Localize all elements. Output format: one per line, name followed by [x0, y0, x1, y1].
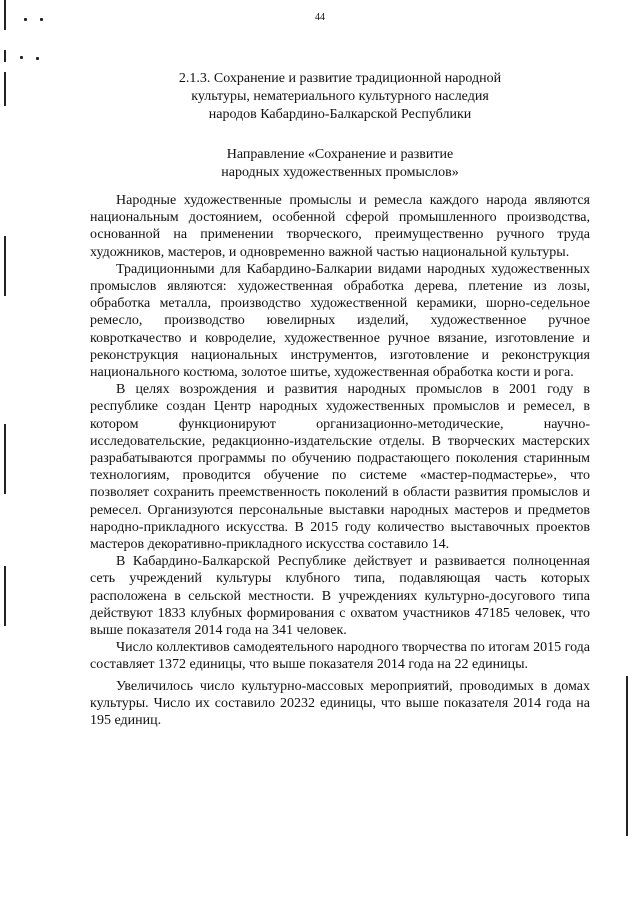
direction-heading-line: народных художественных промыслов» — [221, 165, 459, 180]
scan-margin-mark — [4, 72, 6, 106]
paragraph: Число коллективов самодеятельного народного творчества по итогам 2015 года составляет 1372 единицы, что выше показателя 2014 года на 22 единицы. — [90, 640, 590, 673]
paragraph: В Кабардино-Балкарской Республике действует и развивается полноценная сеть учреждений культуры клубного типа, подавляющая часть которых расположена в сельской местности. В учреждениях культурно-досугового типа действуют 1833 клубных формирования с охватом участников 47185 человек, что выше показателя 2014 года на 341 человек. — [90, 554, 590, 639]
section-heading-line: народов Кабардино-Балкарской Республики — [208, 107, 472, 122]
scan-margin-mark — [4, 566, 6, 626]
section-heading — [60, 70, 620, 124]
body-text — [90, 192, 590, 729]
scan-margin-mark — [4, 236, 6, 296]
scan-margin-dot — [36, 57, 39, 60]
paragraph: Народные художественные промыслы и ремесла каждого народа являются национальным достоянием, особенной сферой промышленного производства, основанной на применении творческого, преимущественно ручного труда художников, мастеров, и одновременно важной частью национальной культуры. — [90, 193, 590, 260]
scan-margin-mark — [4, 424, 6, 494]
paragraph: В целях возрождения и развития народных промыслов в 2001 году в республике создан Центр народных художественных промыслов и ремесел, в котором функционируют организационно-методические, научно-исследовательские, редакционно-издательские отделы. В творческих мастерских разрабатываются программы по обучению подрастающего поколения старинным технологиям, проводится обучение по системе «мастер-подмастерье», что позволяет сохранить преемственность поколений в области развития промыслов и ремесел. Организуются персональные выставки народных мастеров и предметов народно-прикладного искусства. В 2015 году количество выставочных проектов мастеров декоративно-прикладного искусства составило 14. — [90, 382, 590, 553]
scan-margin-mark — [4, 50, 6, 62]
page-number: 44 — [315, 12, 325, 23]
paragraph: Традиционными для Кабардино-Балкарии видами народных художественных промыслов являются: художественная обработка дерева, плетение из лозы, обработка металла, производство художественной керамики, шорно-седельное ремесло, производство ювелирных изделий, художественное ручное ковроткачество и ковроделие, художественное ручное вязание, изготовление и реконструкция национальных инструментов, изготовление и реконструкция национального костюма, золотое шитье, художественная обработка кости и рога. — [90, 261, 590, 381]
direction-heading-line: Направление «Сохранение и развитие — [226, 147, 454, 162]
section-heading-line: культуры, нематериального культурного наследия — [191, 89, 489, 104]
paragraph: Увеличилось число культурно-массовых мероприятий, проводимых в домах культуры. Число их составило 20232 единицы, что выше показателя 2014 года на 195 единиц. — [90, 678, 590, 729]
scan-margin-dot — [20, 56, 23, 59]
section-heading-line: 2.1.3. Сохранение и развитие традиционной народной — [178, 71, 502, 86]
direction-heading — [60, 146, 620, 182]
scan-margin-mark — [626, 676, 628, 836]
